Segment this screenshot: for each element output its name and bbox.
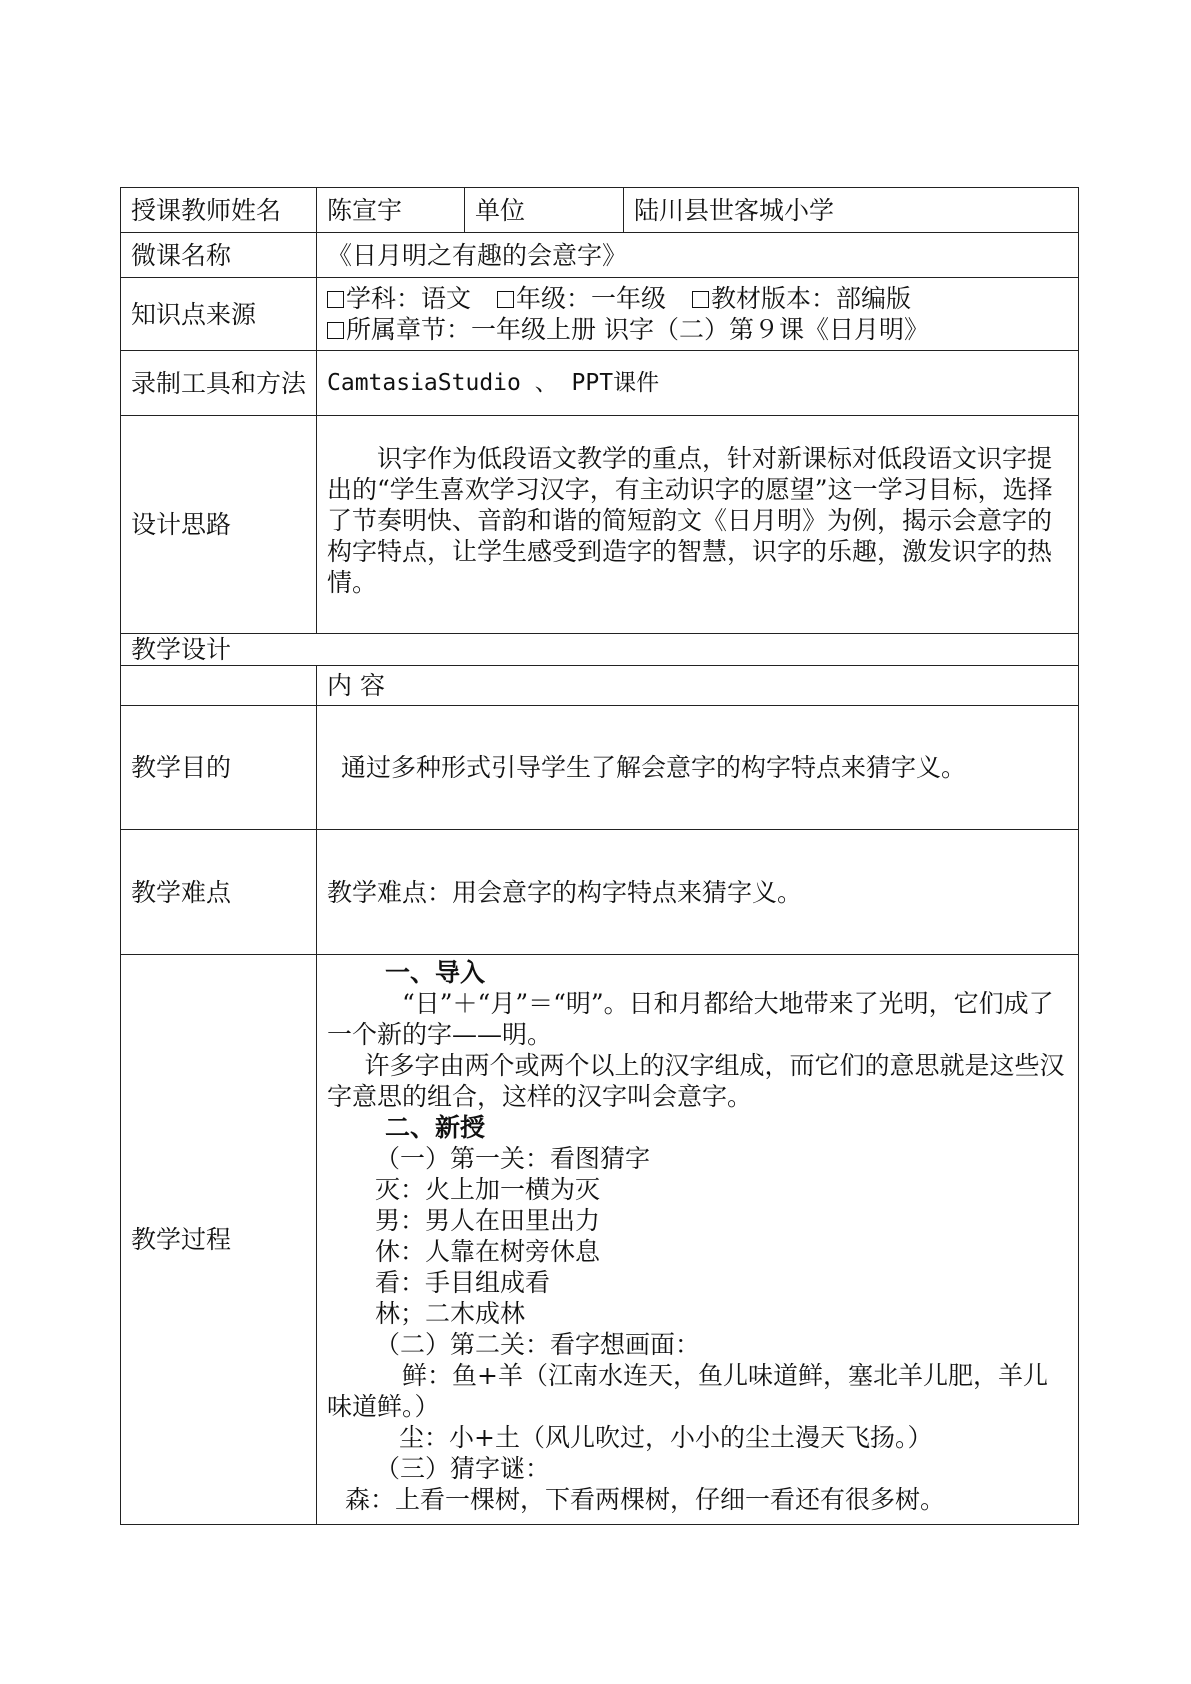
process-label: 教学过程 [121, 955, 317, 1525]
goal-label: 教学目的 [121, 706, 317, 830]
process-heading-intro: 一、导入 [385, 958, 486, 987]
teaching-design-row [121, 634, 1079, 666]
process-heading-new: 二、新授 [385, 1113, 486, 1142]
content-header: 内 容 [317, 666, 1079, 706]
checkbox-edition-icon [692, 291, 709, 308]
process-xian-text: 鲜：鱼+羊（江南水连天，鱼儿味道鲜，塞北羊儿肥，羊儿味道鲜。） [327, 1361, 1048, 1421]
process-section-1: （一）第一关：看图猜字 [375, 1144, 651, 1173]
process-item: 看：手目组成看 [375, 1268, 551, 1297]
process-chen-text: 尘：小+土（风儿吹过，小小的尘土漫天飞扬。） [399, 1423, 933, 1452]
design-row [121, 416, 1079, 634]
teacher-value: 陈宣宇 [317, 188, 465, 233]
teacher-label: 授课教师姓名 [121, 188, 317, 233]
source-line-1 [327, 283, 1068, 314]
lesson-plan-table [120, 187, 1079, 1525]
tools-value: CamtasiaStudio 、 PPT课件 [317, 351, 1079, 416]
process-cell [317, 955, 1079, 1525]
teacher-row [121, 188, 1079, 233]
empty-cell [121, 666, 317, 706]
tools-row [121, 351, 1079, 416]
unit-value: 陆川县世客城小学 [624, 188, 1079, 233]
content-header-row [121, 666, 1079, 706]
process-item: 林；二木成林 [375, 1299, 526, 1328]
checkbox-chapter-icon [327, 322, 344, 339]
goal-text: 通过多种形式引导学生了解会意字的构字特点来猜字义。 [317, 706, 1079, 830]
process-row [121, 955, 1079, 1525]
process-item: 灭：火上加一横为灭 [375, 1175, 601, 1204]
course-row [121, 233, 1079, 278]
difficulty-row [121, 830, 1079, 955]
process-sen-text: 森：上看一棵树，下看两棵树，仔细一看还有很多树。 [345, 1485, 946, 1514]
teaching-design-label: 教学设计 [121, 634, 1079, 666]
checkbox-subject-icon [327, 291, 344, 308]
process-intro-text: “日”＋“月”＝“明”。日和月都给大地带来了光明，它们成了一个新的字——明。 [327, 989, 1054, 1049]
difficulty-label: 教学难点 [121, 830, 317, 955]
process-item: 男：男人在田里出力 [375, 1206, 601, 1235]
chapter-text: 所属章节：一年级上册 识字（二）第９课《日月明》 [346, 315, 929, 344]
design-text: 识字作为低段语文教学的重点，针对新课标对低段语文识字提出的“学生喜欢学习汉字，有主动识字的愿望”这一学习目标，选择了节奏明快、音韵和谐的简短韵文《日月明》为例，揭示会意字的构字特点，让学生感受到造字的智慧，识字的乐趣，激发识字的热情。 [327, 444, 1053, 597]
design-cell [317, 416, 1079, 634]
process-section-2: （二）第二关：看字想画面： [375, 1330, 701, 1359]
goal-row [121, 706, 1079, 830]
process-section-3: （三）猜字谜： [375, 1454, 551, 1483]
checkbox-grade-icon [497, 291, 514, 308]
source-label: 知识点来源 [121, 278, 317, 351]
difficulty-text: 教学难点：用会意字的构字特点来猜字义。 [317, 830, 1079, 955]
process-definition-text: 许多字由两个或两个以上的汉字组成，而它们的意思就是这些汉字意思的组合，这样的汉字叫会意字。 [327, 1051, 1065, 1111]
grade-text: 年级：一年级 [516, 284, 667, 313]
source-row [121, 278, 1079, 351]
tools-label: 录制工具和方法 [121, 351, 317, 416]
process-item: 休：人靠在树旁休息 [375, 1237, 601, 1266]
design-label: 设计思路 [121, 416, 317, 634]
source-line-2 [327, 314, 1068, 345]
unit-label: 单位 [465, 188, 624, 233]
source-value [317, 278, 1079, 351]
course-label: 微课名称 [121, 233, 317, 278]
course-value: 《日月明之有趣的会意字》 [317, 233, 1079, 278]
edition-text: 教材版本：部编版 [711, 284, 912, 313]
subject-text: 学科：语文 [346, 284, 472, 313]
